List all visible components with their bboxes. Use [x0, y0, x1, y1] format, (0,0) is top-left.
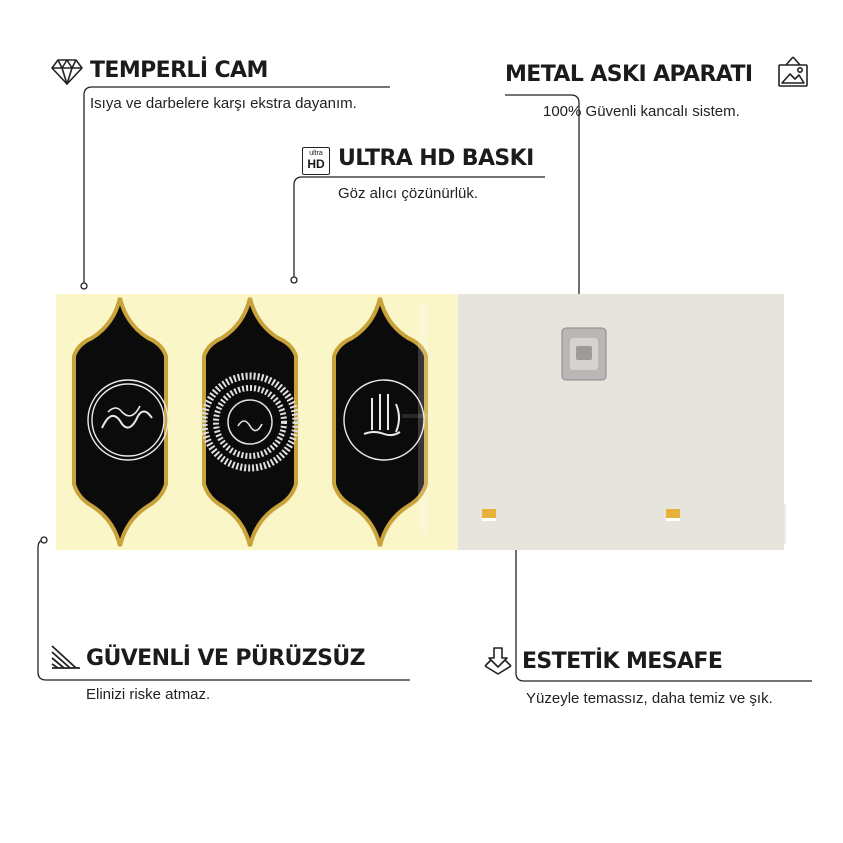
- smooth-lines-icon: [50, 642, 82, 670]
- metal-desc: 100% Güvenli kancalı sistem.: [543, 103, 740, 120]
- guvenli-desc: Elinizi riske atmaz.: [86, 686, 211, 703]
- diamond-icon: [50, 58, 84, 86]
- back-panel: [456, 294, 784, 550]
- ultra-hd-icon: ultra HD: [302, 147, 330, 175]
- estetik-desc: Yüzeyle temassız, daha temiz ve şık.: [526, 690, 773, 707]
- guvenli-title: GÜVENLİ VE PÜRÜZSÜZ: [86, 646, 365, 671]
- product-image: [56, 294, 786, 550]
- ultrahd-title: ULTRA HD BASKI: [338, 146, 534, 171]
- temperli-desc: Isıya ve darbelere karşı ekstra dayanım.: [90, 95, 357, 112]
- metal-title: METAL ASKI APARATI: [505, 62, 753, 87]
- metal-hanger-icon: [562, 328, 606, 380]
- download-tray-icon: [482, 646, 514, 676]
- ultrahd-desc: Göz alıcı çözünürlük.: [338, 185, 479, 202]
- estetik-title: ESTETİK MESAFE: [522, 649, 723, 674]
- temperli-title: TEMPERLİ CAM: [90, 58, 268, 83]
- metal-callout-line: [505, 95, 579, 324]
- picture-icon: [776, 55, 810, 89]
